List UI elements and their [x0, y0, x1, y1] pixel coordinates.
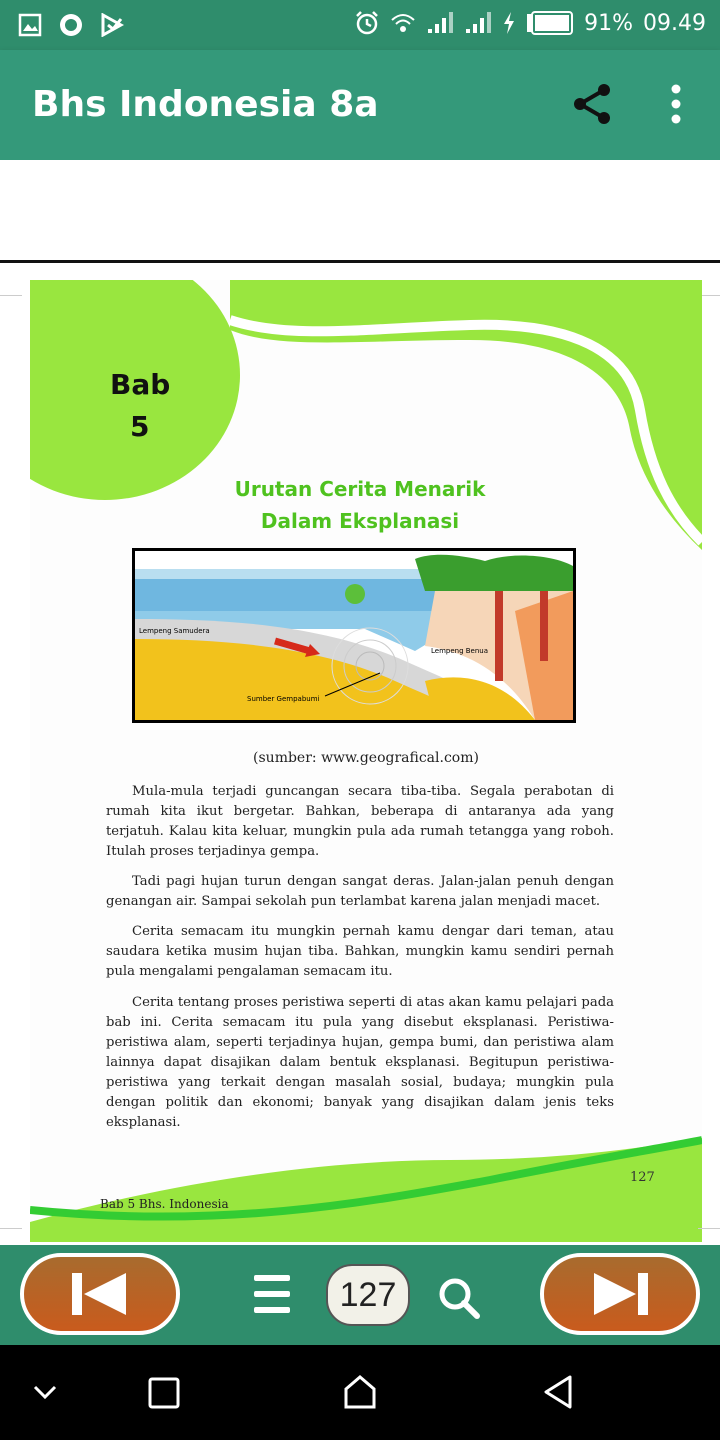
- reader-toolbar: [0, 1245, 720, 1345]
- label-continental-plate: Lempeng Benua: [431, 647, 489, 655]
- paragraph-1: Mula-mula terjadi guncangan secara tiba-tiba. Segala perabotan di rumah kita ikut bergetar. Bahkan, beberapa di antaranya ada yang terjatuh. Kalau kita keluar, mungkin pula ada rumah tetangga yang roboh. Itulah proses terjadinya gempa.: [106, 784, 614, 859]
- signal-icon: [426, 11, 454, 35]
- home-icon: [342, 1373, 378, 1411]
- paragraph-3: Cerita semacam itu mungkin pernah kamu dengar dari teman, atau saudara ketika musim hujan tiba. Bahkan, mungkin kamu sendiri pernah pula mengalami pengalaman semacam itu.: [106, 924, 614, 979]
- battery-icon: [526, 11, 574, 35]
- chapter-label: Bab: [110, 368, 171, 401]
- margin-mark: [0, 295, 22, 296]
- page-number-field[interactable]: 127: [326, 1264, 410, 1326]
- home-button[interactable]: [342, 1373, 378, 1411]
- earthquake-illustration: [132, 548, 576, 723]
- clock: 09.49: [643, 10, 706, 36]
- charging-icon: [502, 11, 516, 35]
- page-divider: [0, 260, 720, 263]
- back-chevron-icon: [30, 1377, 60, 1407]
- wifi-icon: [390, 12, 416, 34]
- signal-icon: [464, 11, 492, 35]
- circle-icon: [58, 12, 84, 38]
- page-number: 127: [630, 1170, 655, 1185]
- status-bar: [0, 0, 720, 50]
- more-vert-icon: [660, 80, 692, 128]
- collapse-button[interactable]: [30, 1377, 60, 1407]
- search-icon: [436, 1275, 482, 1321]
- contents-button[interactable]: [250, 1271, 294, 1317]
- previous-page-button[interactable]: [20, 1253, 180, 1335]
- book-page: [30, 280, 702, 1242]
- figure-caption: (sumber: www.geografical.com): [253, 750, 479, 766]
- app-bar: [0, 50, 720, 160]
- share-button[interactable]: [568, 80, 616, 128]
- back-icon: [540, 1373, 576, 1411]
- store-icon: [100, 13, 124, 37]
- alarm-icon: [354, 10, 380, 36]
- subduction-diagram: [135, 551, 573, 720]
- next-icon: [540, 1257, 700, 1331]
- next-page-button[interactable]: [540, 1253, 700, 1335]
- document-viewer[interactable]: [0, 160, 720, 1245]
- list-icon: [250, 1271, 294, 1317]
- image-icon: [18, 13, 42, 37]
- app-title: Bhs Indonesia 8a: [32, 84, 379, 125]
- back-button[interactable]: [540, 1373, 576, 1411]
- page-footer: Bab 5 Bhs. Indonesia: [100, 1197, 229, 1211]
- chapter-title-line2: Dalam Eksplanasi: [260, 509, 460, 533]
- system-navigation-bar: [0, 1345, 720, 1440]
- share-icon: [568, 80, 616, 128]
- chapter-number: 5: [130, 410, 150, 443]
- battery-percent: 91%: [584, 10, 634, 36]
- label-quake-source: Sumber Gempabumi: [247, 695, 320, 703]
- paragraph-2: Tadi pagi hujan turun dengan sangat deras. Jalan-jalan penuh dengan genangan air. Sampai sekolah pun terlambat karena jalan menjadi macet.: [106, 874, 614, 909]
- chapter-title-line1: Urutan Cerita Menarik: [234, 477, 486, 501]
- prev-icon: [20, 1257, 180, 1331]
- margin-mark: [698, 1228, 720, 1229]
- recents-icon: [146, 1375, 182, 1411]
- recents-button[interactable]: [146, 1375, 182, 1411]
- search-button[interactable]: [436, 1275, 482, 1321]
- more-options-button[interactable]: [660, 80, 692, 128]
- paragraph-4: Cerita tentang proses peristiwa seperti di atas akan kamu pelajari pada bab ini. Cerita semacam itu pula yang disebut eksplanasi. Peristiwa-peristiwa alam, seperti terjadinya hujan, gempa bumi, dan peristiwa alam lainnya dapat disajikan dalam bentuk eksplanasi. Begitupun peristiwa-peristiwa yang terkait dengan masalah sosial, budaya; mungkin pula dengan politik dan ekonomi; banyak yang disajikan dalam jenis teks eksplanasi.: [106, 995, 614, 1130]
- margin-mark: [0, 1228, 22, 1229]
- label-oceanic-plate: Lempeng Samudera: [139, 627, 210, 635]
